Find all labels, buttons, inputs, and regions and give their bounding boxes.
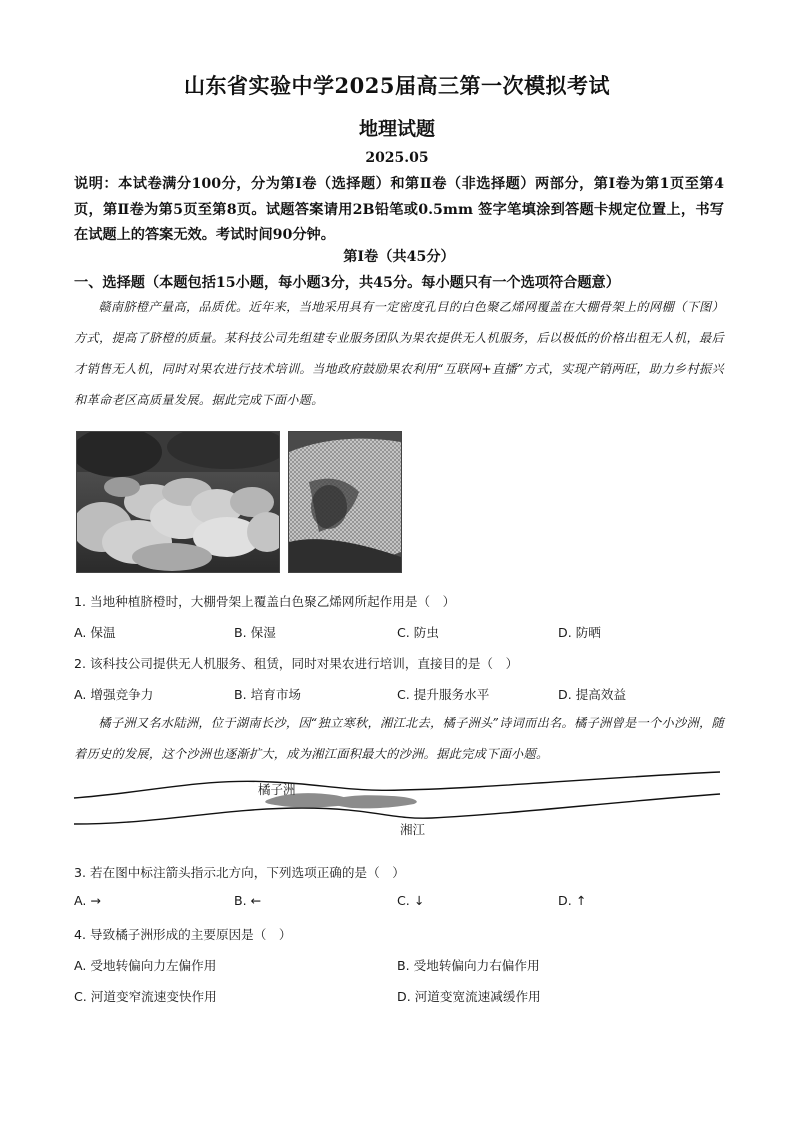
q4-option-b[interactable]: B. 受地转偏向力右偏作用 (397, 958, 540, 973)
q3-option-a[interactable]: A. → (74, 893, 101, 908)
q1-option-b[interactable]: B. 保湿 (234, 625, 276, 640)
q2-option-a[interactable]: A. 增强竞争力 (74, 687, 154, 702)
orange-isle-map (72, 768, 722, 848)
q3-option-c[interactable]: C. ↓ (397, 893, 425, 908)
part-title: 第Ⅰ卷（共45分） (343, 249, 455, 265)
q1-option-a[interactable]: A. 保温 (74, 625, 116, 640)
net-closeup-photo (288, 431, 402, 573)
q3-option-d[interactable]: D. ↑ (558, 893, 587, 908)
map-label-orange-isle: 橘子洲 (258, 782, 296, 797)
question-4: 4. 导致橘子洲形成的主要原因是（ ） (74, 927, 292, 942)
q4-option-d[interactable]: D. 河道变宽流速减缓作用 (397, 989, 541, 1004)
q1-option-d[interactable]: D. 防晒 (558, 625, 601, 640)
question-3: 3. 若在图中标注箭头指示北方向，下列选项正确的是（ ） (74, 865, 405, 880)
map-label-xiang-river: 湘江 (400, 822, 426, 837)
instructions-paragraph: 说明：本试卷满分100分，分为第Ⅰ卷（选择题）和第Ⅱ卷（非选择题）两部分，第Ⅰ卷为第1页至第4页，第Ⅱ卷为第5页至第8页。试题答案请用2B铅笔或0.5mm 签字笔填涂到答题卡规定位置上，书写在试题上的答案无效。考试时间90分钟。 (74, 176, 724, 243)
passage-navel-orange: 赣南脐橙产量高，品质优。近年来，当地采用具有一定密度孔目的白色聚乙烯网覆盖在大棚骨架上的网棚（下图）方式，提高了脐橙的质量。某科技公司先组建专业服务团队为果农提供无人机服务，后以极低的价格出租无人机，最后才销售无人机，同时对果农进行技术培训。当地政府鼓励果农利用“互联网+直播”方式，实现产销两旺，助力乡村振兴和革命老区高质量发展。据此完成下面小题。 (74, 300, 724, 407)
subject-title: 地理试题 (358, 118, 435, 140)
section-title: 一、选择题（本题包括15小题，每小题3分，共45分。每小题只有一个选项符合题意） (74, 275, 620, 291)
q4-option-a[interactable]: A. 受地转偏向力左偏作用 (74, 958, 217, 973)
exam-date: 2025.05 (365, 150, 429, 166)
q2-option-d[interactable]: D. 提高效益 (558, 687, 627, 702)
passage-orange-isle: 橘子洲又名水陆洲，位于湖南长沙，因“独立寒秋，湘江北去，橘子洲头”诗词而出名。橘子洲曾是一个小沙洲，随着历史的发展，这个沙洲也逐渐扩大，成为湘江面积最大的沙洲。据此完成下面小题。 (74, 716, 724, 761)
greenhouse-photo (76, 431, 280, 573)
exam-title: 山东省实验中学2025届高三第一次模拟考试 (184, 73, 610, 98)
q4-option-c[interactable]: C. 河道变窄流速变快作用 (74, 989, 217, 1004)
question-2: 2. 该科技公司提供无人机服务、租赁，同时对果农进行培训，直接目的是（ ） (74, 656, 519, 671)
q1-option-c[interactable]: C. 防虫 (397, 625, 439, 640)
q3-option-b[interactable]: B. ← (234, 893, 262, 908)
question-1: 1. 当地种植脐橙时，大棚骨架上覆盖白色聚乙烯网所起作用是（ ） (74, 594, 456, 609)
q2-option-c[interactable]: C. 提升服务水平 (397, 687, 490, 702)
q2-option-b[interactable]: B. 培育市场 (234, 687, 302, 702)
